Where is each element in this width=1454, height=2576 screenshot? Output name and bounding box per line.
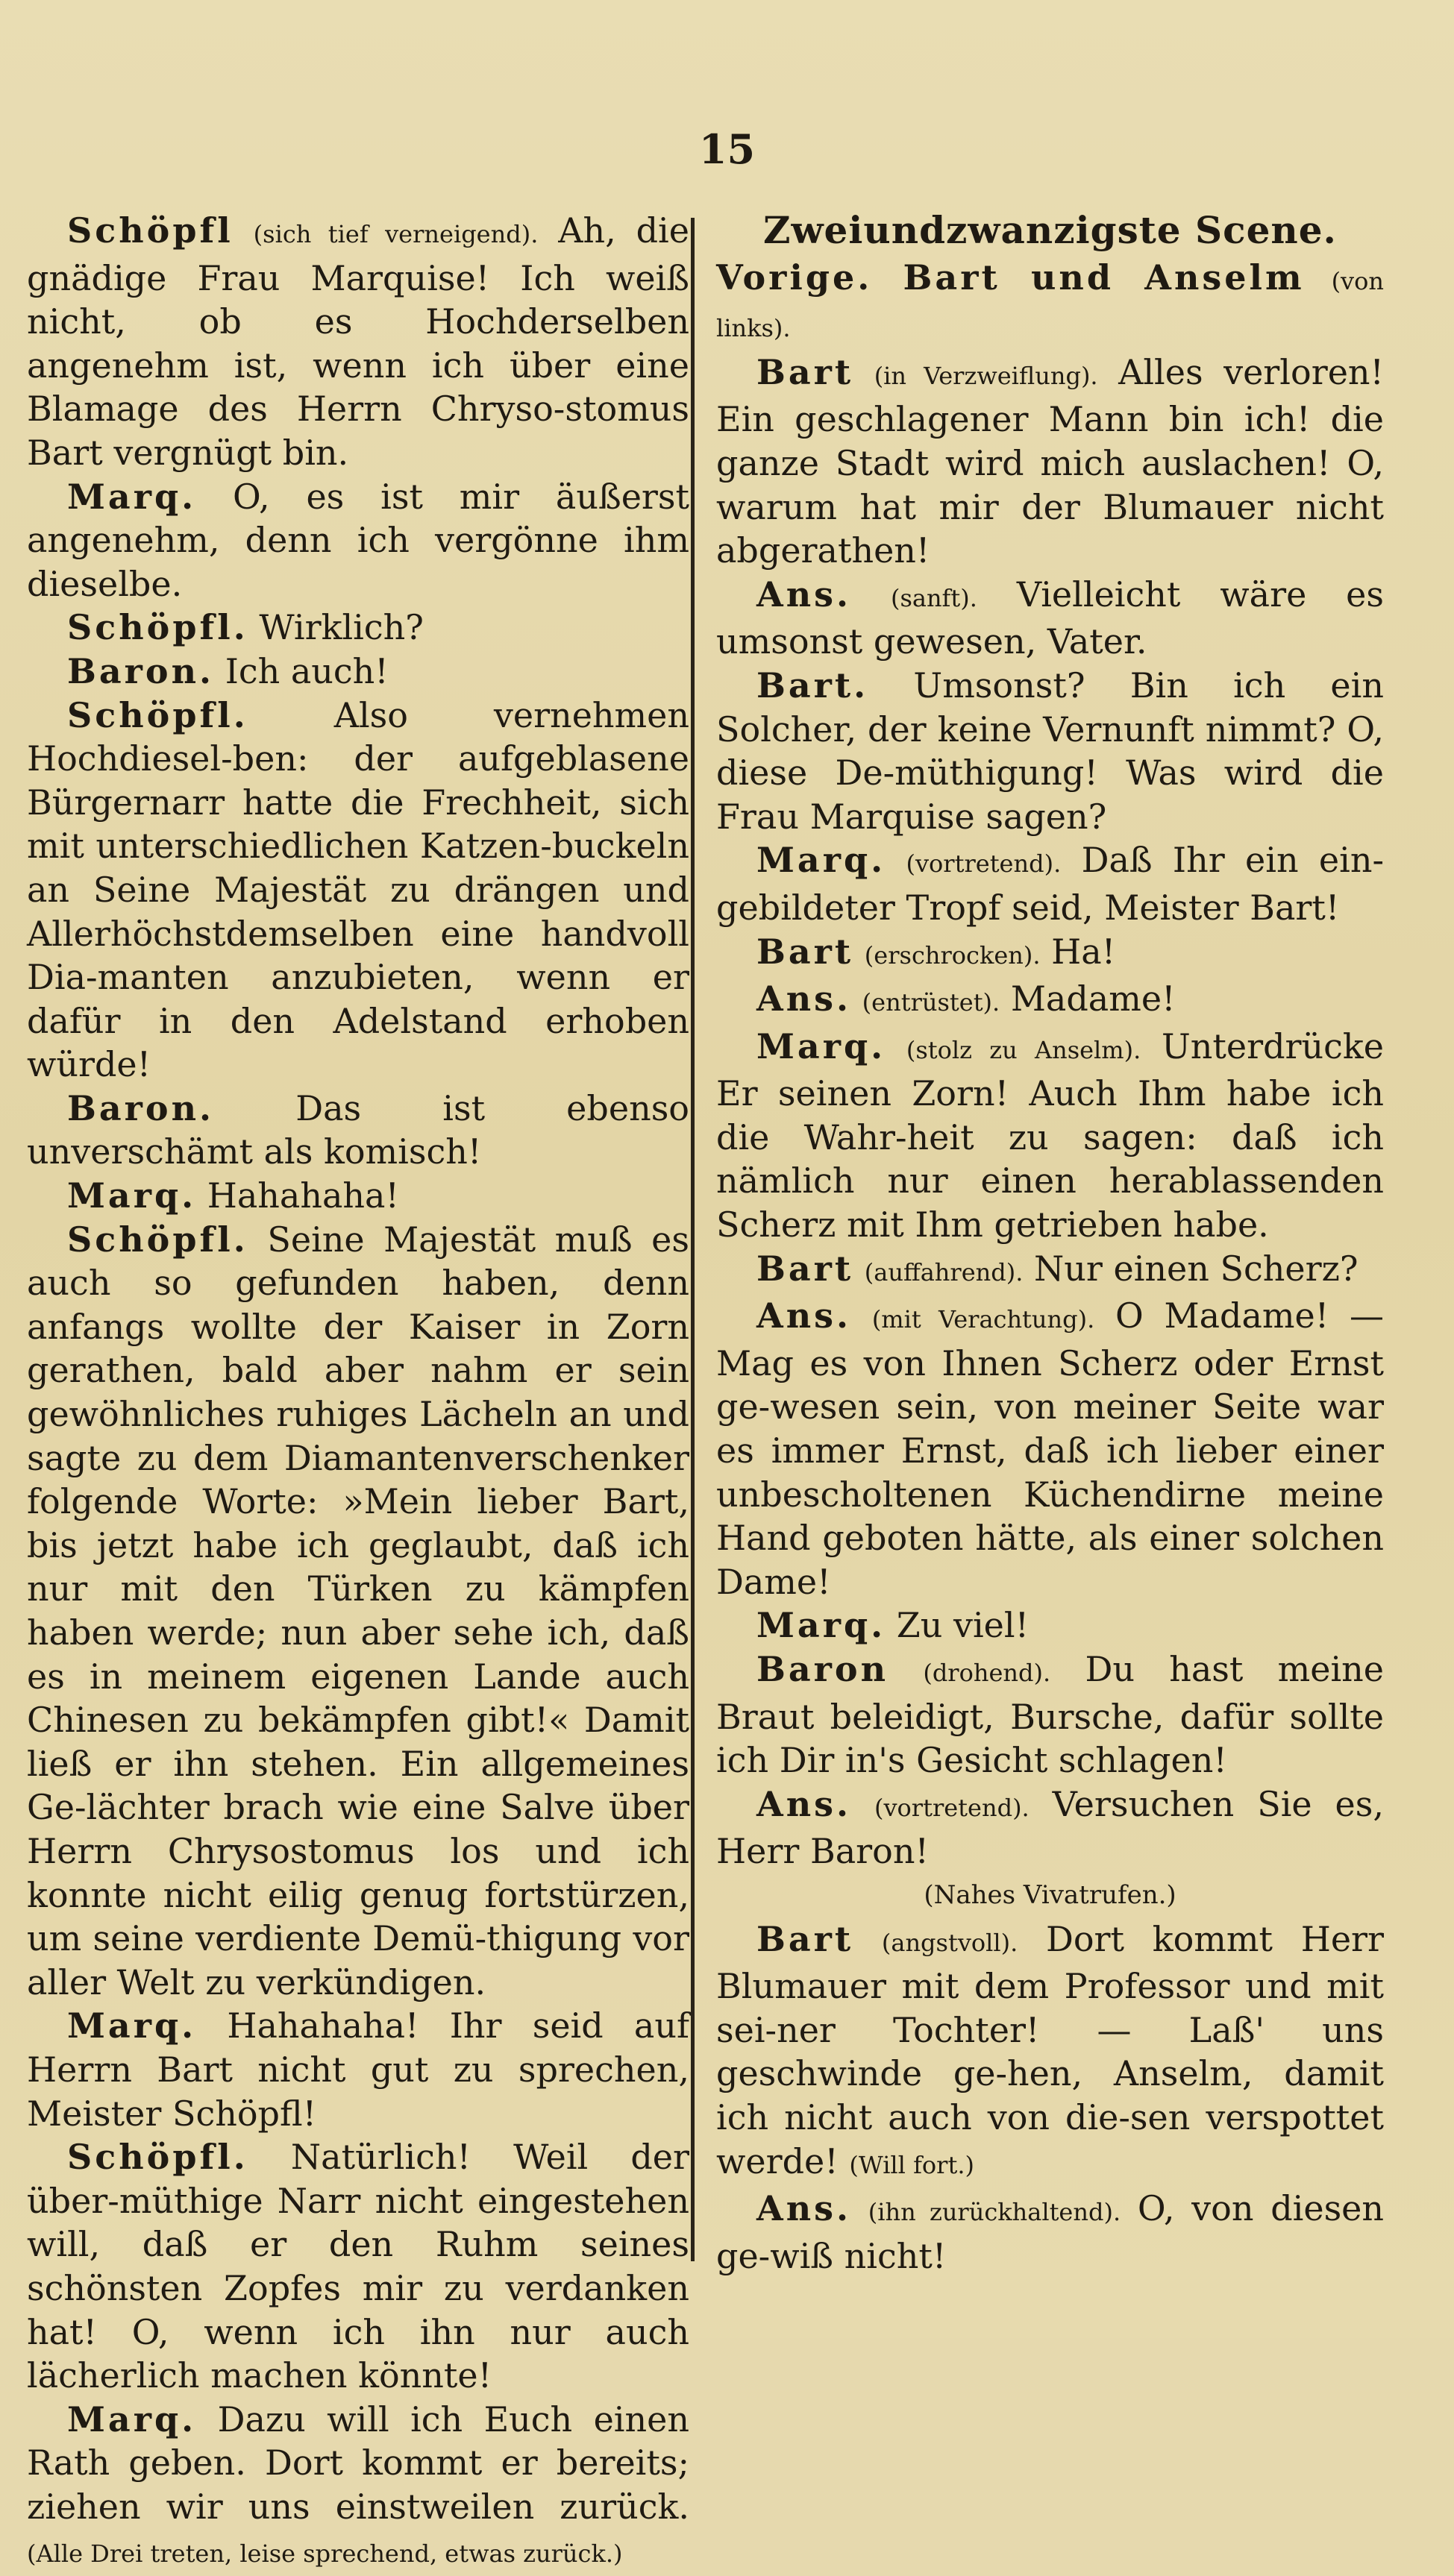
speaker-name: Baron	[756, 1649, 889, 1689]
speaker-name: Bart	[756, 931, 854, 972]
speaker-name: Baron.	[67, 650, 215, 691]
dialogue-line	[716, 664, 1384, 838]
dialogue-line	[716, 838, 1384, 929]
dialogue-text: Hahahaha! Ihr seid auf Herrn Bart nicht gut zu sprechen, Meister Schöpfl!	[27, 2005, 689, 2134]
speaker-name: Bart.	[756, 665, 869, 706]
stage-direction-inline: (ihn zurückhaltend).	[868, 2198, 1121, 2227]
dialogue-text: Wirklich?	[259, 607, 424, 648]
right-column	[716, 209, 1384, 2278]
speaker-name: Schöpfl.	[67, 1219, 248, 1260]
dialogue-line	[716, 1247, 1384, 1295]
cast-line	[716, 256, 1384, 351]
dialogue-text: Ich auch!	[225, 650, 389, 691]
speaker-name: Ans.	[756, 574, 852, 615]
dialogue-text: Ah, die gnädige Frau Marquise! Ich weiß nicht, ob es Hochderselben angenehm ist, wenn ich über eine Blamage des Herrn Chryso-stomus Bart vergnügt bin.	[27, 210, 689, 473]
dialogue-text: Versuchen Sie es, Herr Baron!	[716, 1783, 1385, 1872]
dialogue-text: Hahahaha!	[207, 1175, 399, 1216]
speaker-name: Bart	[756, 351, 854, 392]
dialogue-text: O Madame! — Mag es von Ihnen Scherz oder Ernst ge-wesen sein, von meiner Seite war es immer Ernst, daß ich lieber einer unbescholtenen Küchendirne meine Hand geboten hätte, als einer solchen Dame!	[716, 1295, 1385, 1602]
dialogue-text: Also vernehmen Hochdiesel-ben: der aufgeblasene Bürgernarr hatte die Frechheit, sich mit unterschiedlichen Katzen-buckeln an Seine Majestät zu drängen und Allerhöchstdemselben eine handvoll Dia-manten anzubieten, wenn er dafür in den Adelstand erhoben würde!	[27, 694, 690, 1085]
right-lines	[716, 351, 1384, 2278]
stage-direction-inline: (drohend).	[923, 1659, 1051, 1687]
dialogue-text: Umsonst? Bin ich ein Solcher, der keine Vernunft nimmt? O, diese De-müthigung! Was wird die Frau Marquise sagen?	[716, 665, 1384, 837]
dialogue-text: Alles verloren! Ein geschlagener Mann bin ich! die ganze Stadt wird mich auslachen! O, warum hat mir der Blumauer nicht abgerathen!	[716, 351, 1385, 571]
speaker-name: Marq.	[756, 1025, 886, 1066]
left-column	[27, 209, 689, 2576]
dialogue-line	[716, 1647, 1384, 1782]
dialogue-line	[27, 475, 689, 606]
stage-direction-inline: (sanft).	[890, 583, 977, 612]
dialogue-text: O, es ist mir äußerst angenehm, denn ich vergönne ihm dieselbe.	[27, 476, 689, 604]
dialogue-text: Nur einen Scherz?	[1034, 1248, 1359, 1289]
dialogue-line	[27, 2004, 689, 2135]
speaker-name: Bart	[756, 1248, 854, 1289]
scene-title: Zweiundzwanzigste Scene.	[763, 208, 1337, 252]
dialogue-text: Unterdrücke Er seinen Zorn! Auch Ihm habe ich die Wahr-heit zu sagen: daß ich nämlich nur einen herablassenden Scherz mit Ihm getrieben habe.	[716, 1025, 1385, 1245]
speaker-name: Bart	[756, 1918, 854, 1959]
dialogue-line	[716, 1917, 1384, 2187]
dialogue-text: Ha!	[1051, 931, 1116, 972]
speaker-name: Marq.	[67, 2398, 197, 2440]
dialogue-text: Du hast meine Braut beleidigt, Bursche, dafür sollte ich Dir in's Gesicht schlagen!	[716, 1649, 1385, 1781]
dialogue-line	[716, 1782, 1384, 1873]
dialogue-text: Natürlich! Weil der über-müthige Narr nicht eingestehen will, daß er den Ruhm seines schönsten Zopfes mir zu verdanken hat! O, wenn ich ihn nur auch lächerlich machen könnte!	[27, 2137, 690, 2396]
dialogue-line	[27, 1174, 689, 1218]
dialogue-line	[27, 694, 689, 1087]
stage-direction-trailing: (Will fort.)	[849, 2150, 974, 2179]
stage-direction-inline: (vortretend).	[874, 1793, 1030, 1822]
dialogue-line	[27, 2135, 689, 2398]
stage-direction-inline: (angstvoll).	[881, 1928, 1018, 1957]
dialogue-line	[716, 573, 1384, 664]
dialogue-line	[716, 977, 1384, 1025]
dialogue-line	[27, 606, 689, 650]
stage-direction-inline: (stolz zu Anselm).	[906, 1035, 1141, 1064]
stage-direction-inline: (sich tief verneigend).	[253, 220, 539, 248]
stage-direction-inline: (erschrocken).	[864, 940, 1041, 970]
speaker-name: Schöpfl	[67, 210, 234, 251]
dialogue-text: Zu viel!	[896, 1605, 1030, 1646]
stage-direction-inline: (auffahrend).	[864, 1257, 1024, 1287]
dialogue-text: Dort kommt Herr Blumauer mit dem Professor und mit sei-ner Tochter! — Laß' uns geschwinde ge-hen, Anselm, damit ich nicht auch von die-sen verspottet werde!	[716, 1918, 1385, 2181]
speaker-name: Marq.	[67, 2005, 197, 2046]
stage-direction-inline: (mit Verachtung).	[871, 1305, 1095, 1334]
dialogue-line	[27, 650, 689, 694]
speaker-name: Ans.	[756, 978, 852, 1020]
stage-direction-inline: (entrüstet).	[862, 988, 1000, 1017]
dialogue-text: Seine Majestät muß es auch so gefunden haben, denn anfangs wollte der Kaiser in Zorn gerathen, bald aber nahm er sein gewöhnliches ruhiges Lächeln an und sagte zu dem Diamantenverschenker folgende Worte: »Mein lieber Bart, bis jetzt habe ich geglaubt, daß ich nur mit den Türken zu kämpfen haben werde; nun aber sehe ich, daß es in meinem eigenen Lande auch Chinesen zu bekämpfen gibt!« Damit ließ er ihn stehen. Ein allgemeines Ge-lächter brach wie eine Salve über Herrn Chrysostomus los und ich konnte nicht eilig genug fortstürzen, um seine verdiente Demü-thigung vor aller Welt zu verkündigen.	[27, 1219, 689, 2002]
dialogue-line	[716, 930, 1384, 978]
page-number: 15	[698, 125, 756, 173]
speaker-name: Ans.	[756, 2188, 852, 2229]
dialogue-line	[27, 1218, 689, 2005]
stage-direction-trailing: (Alle Drei treten, leise sprechend, etwas zurück.)	[27, 2539, 623, 2569]
speaker-name: Marq.	[67, 1175, 197, 1216]
stage-direction-inline: (in Verzweiflung).	[874, 361, 1098, 390]
column-divider	[691, 218, 695, 2261]
dialogue-line	[716, 1294, 1384, 1603]
dialogue-line	[716, 1603, 1384, 1647]
dialogue-line	[716, 351, 1384, 573]
dialogue-text: Vielleicht wäre es umsonst gewesen, Vater.	[716, 574, 1385, 662]
cast-names: Vorige. Bart und Anselm	[716, 257, 1305, 298]
cast-direction: (von links).	[716, 266, 1384, 343]
dialogue-line	[716, 1025, 1384, 1247]
speaker-name: Marq.	[756, 1605, 886, 1646]
speaker-name: Ans.	[756, 1295, 852, 1336]
speaker-name: Schöpfl.	[67, 607, 248, 648]
speaker-name: Schöpfl.	[67, 694, 248, 735]
dialogue-text: Das ist ebenso unverschämt als komisch!	[27, 1087, 690, 1172]
dialogue-line	[27, 1087, 689, 1174]
dialogue-text: Madame!	[1010, 978, 1176, 1020]
stage-direction: (Nahes Vivatrufen.)	[924, 1879, 1176, 1910]
speaker-name: Marq.	[756, 840, 886, 881]
dialogue-text: Daß Ihr ein ein-gebildeter Tropf seid, Meister Bart!	[716, 840, 1385, 928]
speaker-name: Baron.	[67, 1087, 215, 1128]
dialogue-line	[27, 209, 689, 475]
dialogue-line	[27, 2398, 689, 2576]
stage-direction-inline: (vortretend).	[906, 849, 1062, 879]
speaker-name: Marq.	[67, 476, 197, 517]
dialogue-line	[716, 2187, 1384, 2278]
speaker-name: Ans.	[756, 1783, 852, 1824]
dialogue-text: O, von diesen ge-wiß nicht!	[716, 2188, 1385, 2276]
dialogue-text: Dazu will ich Euch einen Rath geben. Dort kommt er bereits; ziehen wir uns einstweilen zurück.	[27, 2398, 689, 2527]
speaker-name: Schöpfl.	[67, 2137, 248, 2178]
